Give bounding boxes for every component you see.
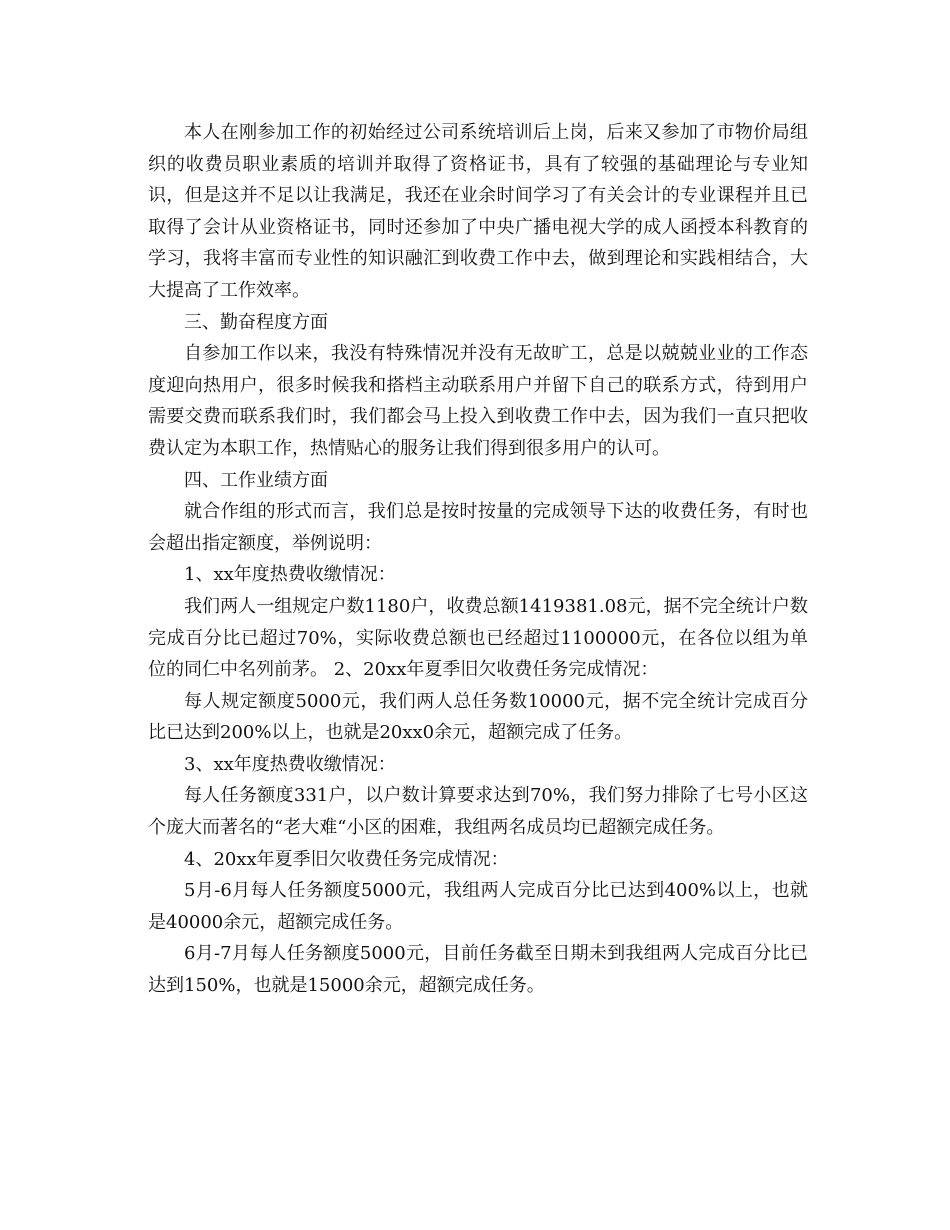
paragraph-diligence: 自参加工作以来，我没有特殊情况并没有无故旷工，总是以兢兢业业的工作态度迎向热用户，很多时候我和搭档主动联系用户并留下自己的联系方式，待到用户需要交费而联系我们时，我们都会马上投入到收费工作中去，因为我们一直只把收费认定为本职工作，热情贴心的服务让我们得到很多用户的认可。 bbox=[148, 343, 808, 459]
paragraph-item-1: 我们两人一组规定户数1180户，收费总额1419381.08元，据不完全统计户数完成百分比已超过70%，实际收费总额也已经超过1100000元，在各位以组为单位的同仁中名列前茅。 2、20xx年夏季旧欠收费任务完成情况： bbox=[148, 595, 808, 681]
section-heading-diligence: 三、勤奋程度方面 bbox=[184, 311, 328, 333]
paragraph-item-4-may-june: 5月-6月每人任务额度5000元，我组两人完成百分比已达到400%以上，也就是40000余元，超额完成任务。 bbox=[148, 880, 808, 933]
item-heading-4: 4、20xx年夏季旧欠收费任务完成情况： bbox=[184, 848, 509, 870]
paragraph-item-4-june-july: 6月-7月每人任务额度5000元，目前任务截至日期未到我组两人完成百分比已达到150%，也就是15000余元，超额完成任务。 bbox=[148, 943, 808, 997]
item-heading-3: 3、xx年度热费收缴情况： bbox=[184, 753, 396, 775]
document-body bbox=[148, 117, 808, 1002]
paragraph-training: 本人在刚参加工作的初始经过公司系统培训后上岗，后来又参加了市物价局组织的收费员职业素质的培训并取得了资格证书，具有了较强的基础理论与专业知识，但是这并不足以让我满足，我还在业余时间学习了有关会计的专业课程并且已取得了会计从业资格证书，同时还参加了中央广播电视大学的成人函授本科教育的学习，我将丰富而专业性的知识融汇到收费工作中去，做到理论和实践相结合，大大提高了工作效率。 bbox=[148, 122, 808, 301]
item-heading-1: 1、xx年度热费收缴情况： bbox=[184, 564, 396, 586]
section-heading-performance: 四、工作业绩方面 bbox=[184, 469, 328, 491]
paragraph-item-3: 每人任务额度331户，以户数计算要求达到70%，我们努力排除了七号小区这个庞大而著名的“老大难“小区的困难，我组两名成员均已超额完成任务。 bbox=[148, 785, 808, 839]
paragraph-item-2: 每人规定额度5000元，我们两人总任务数10000元，据不完全统计完成百分比已达到200%以上，也就是20xx0余元，超额完成了任务。 bbox=[148, 690, 808, 744]
paragraph-performance-intro: 就合作组的形式而言，我们总是按时按量的完成领导下达的收费任务，有时也会超出指定额度，举例说明： bbox=[148, 501, 808, 554]
